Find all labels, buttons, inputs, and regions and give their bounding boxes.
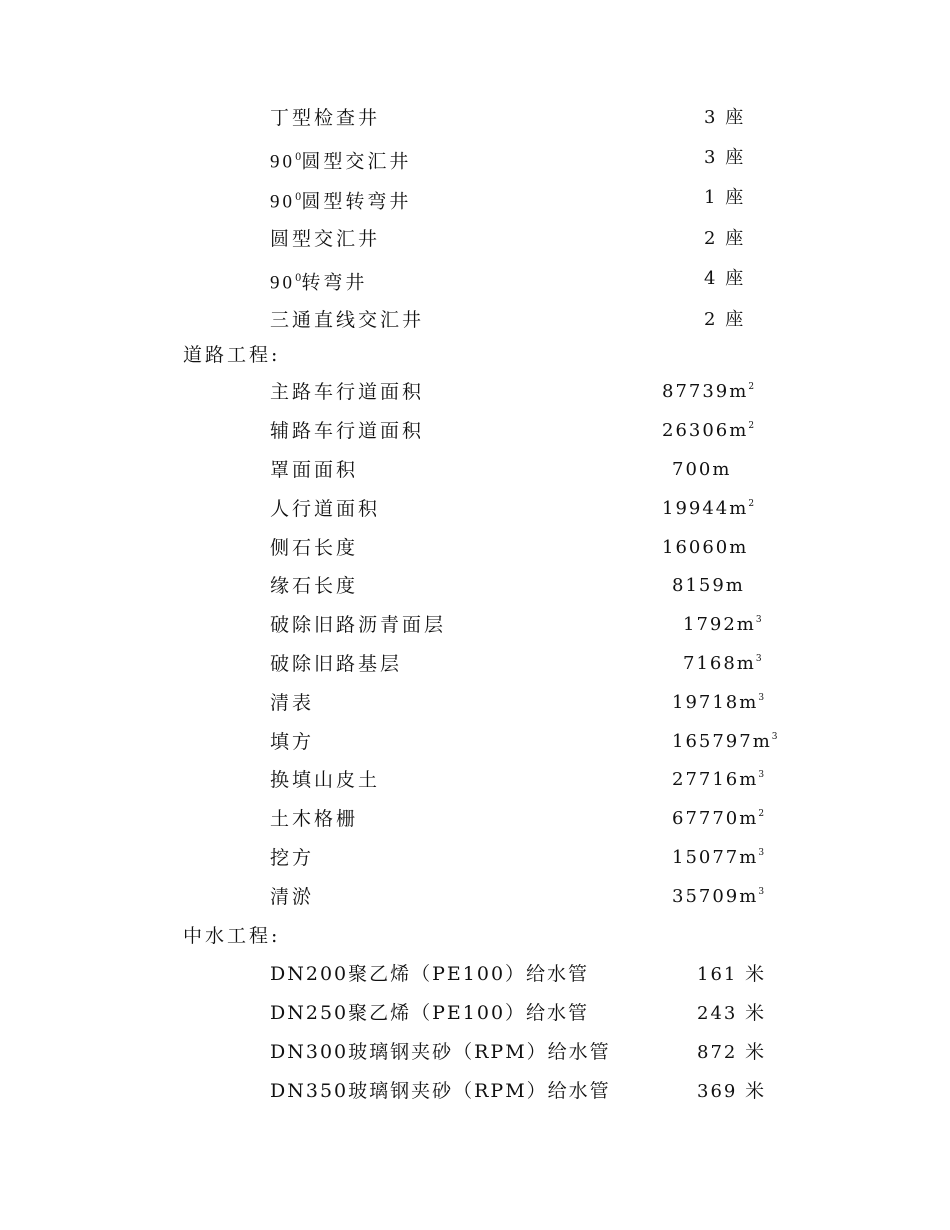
pipe-item-name: DN250聚乙烯（PE100）给水管: [270, 1002, 590, 1024]
pipe-item-qty: 243 米: [697, 1002, 767, 1024]
road-item-value: $1792m^3$: [683, 614, 762, 635]
well-item-qty: 3 座: [704, 147, 746, 168]
road-item-value: $87739m^2$: [662, 381, 755, 402]
road-item-name: 清淤: [270, 886, 315, 908]
road-item-value: 16060m: [662, 537, 749, 558]
road-item-value: $165797m^3$: [672, 731, 778, 752]
well-item-name: 圆型交汇井: [270, 228, 381, 250]
well-item-qty: 2 座: [704, 228, 746, 249]
well-item-name: $90^0$圆型交汇井: [270, 150, 412, 173]
well-item-name: 丁型检查井: [270, 107, 381, 129]
road-item-value: $7168m^3$: [683, 653, 762, 674]
pipe-item-qty: 369 米: [697, 1080, 767, 1102]
section-heading-reclaimed-water: 中水工程:: [183, 925, 281, 947]
pipe-item-name: DN300玻璃钢夹砂（RPM）给水管: [270, 1041, 611, 1063]
road-item-value: $19718m^3$: [672, 692, 765, 713]
road-item-name: 挖方: [270, 847, 315, 869]
road-item-value: $27716m^3$: [672, 769, 765, 790]
road-item-name: 清表: [270, 692, 315, 714]
well-item-name: 三通直线交汇井: [270, 309, 425, 331]
road-item-value: $19944m^2$: [662, 498, 755, 519]
road-item-value: $26306m^2$: [662, 420, 755, 441]
road-item-value: $15077m^3$: [672, 847, 765, 868]
well-item-qty: 3 座: [704, 107, 746, 128]
road-item-name: 主路车行道面积: [270, 381, 425, 403]
road-item-name: 人行道面积: [270, 498, 381, 520]
pipe-item-qty: 161 米: [697, 963, 767, 985]
road-item-value: 8159m: [672, 575, 745, 596]
road-item-value: $67770m^2$: [672, 808, 765, 829]
road-item-name: 辅路车行道面积: [270, 420, 425, 442]
road-item-value: $35709m^3$: [672, 886, 765, 907]
well-item-name: $90^0$转弯井: [270, 271, 368, 294]
road-item-name: 填方: [270, 731, 315, 753]
well-item-name: $90^0$圆型转弯井: [270, 190, 412, 213]
road-item-name: 罩面面积: [270, 459, 359, 481]
road-item-name: 土木格栅: [270, 808, 359, 830]
well-item-qty: 2 座: [704, 309, 746, 330]
well-item-qty: 1 座: [704, 187, 746, 208]
pipe-item-name: DN350玻璃钢夹砂（RPM）给水管: [270, 1080, 611, 1102]
road-item-name: 换填山皮土: [270, 769, 381, 791]
road-item-value: 700m: [672, 459, 732, 480]
road-item-name: 破除旧路基层: [270, 653, 403, 675]
well-item-qty: 4 座: [704, 268, 746, 289]
pipe-item-qty: 872 米: [697, 1041, 767, 1063]
pipe-item-name: DN200聚乙烯（PE100）给水管: [270, 963, 590, 985]
road-item-name: 侧石长度: [270, 537, 359, 559]
section-heading-road: 道路工程:: [183, 344, 281, 366]
road-item-name: 破除旧路沥青面层: [270, 614, 447, 636]
road-item-name: 缘石长度: [270, 575, 359, 597]
